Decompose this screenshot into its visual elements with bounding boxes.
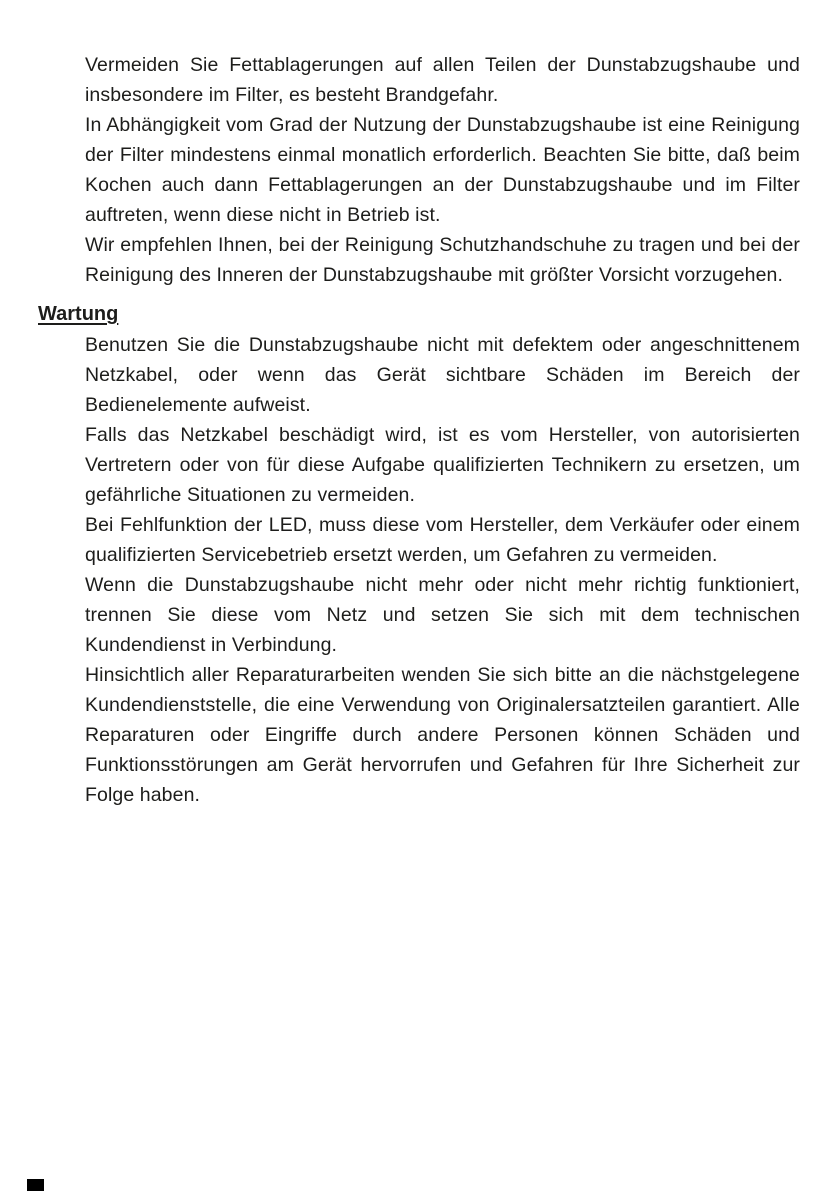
paragraph-led-malfunction: Bei Fehlfunktion der LED, muss diese vom Hersteller, dem Verkäufer oder einem qualifizierten Servicebetrieb ersetzt werden, um Gefahren zu vermeiden. — [85, 514, 800, 566]
paragraph-grease-warning: Vermeiden Sie Fettablagerungen auf allen Teilen der Dunstabzugshaube und insbesondere im Filter, es besteht Brandgefahr. — [85, 54, 800, 106]
paragraph-damaged-cable-warning: Benutzen Sie die Dunstabzugshaube nicht mit defektem oder angeschnittenem Netzkabel, oder wenn das Gerät sichtbare Schäden im Bereich der Bedienelemente aufweist. — [85, 334, 800, 416]
paragraph-disconnect-service: Wenn die Dunstabzugshaube nicht mehr oder nicht mehr richtig funktioniert, trennen Sie diese vom Netz und setzen Sie sich mit dem technischen Kundendienst in Verbindung. — [85, 574, 800, 656]
paragraph-cable-replacement: Falls das Netzkabel beschädigt wird, ist es vom Hersteller, von autorisierten Vertretern oder von für diese Aufgabe qualifizierten Technikern zu ersetzen, um gefährliche Situationen zu vermeiden. — [85, 424, 800, 506]
paragraph-repairs-original-parts: Hinsichtlich aller Reparaturarbeiten wenden Sie sich bitte an die nächstgelegene Kundendienststelle, die eine Verwendung von Originalersatzteilen garantiert. Alle Reparaturen oder Eingriffe durch andere Personen können Schäden und Funktionsstörungen am Gerät hervorrufen und Gefahren für Ihre Sicherheit zur Folge haben. — [85, 664, 800, 806]
print-crop-mark — [27, 1179, 44, 1191]
paragraph-filter-cleaning: In Abhängigkeit vom Grad der Nutzung der Dunstabzugshaube ist eine Reinigung der Filter mindestens einmal monatlich erforderlich. Beachten Sie bitte, daß beim Kochen auch dann Fettablagerungen an der Dunstabzugshaube und im Filter auftreten, wenn diese nicht in Betrieb ist. — [85, 114, 800, 226]
paragraph-gloves-recommendation: Wir empfehlen Ihnen, bei der Reinigung Schutzhandschuhe zu tragen und bei der Reinigung des Inneren der Dunstabzugshaube mit größter Vorsicht vorzugehen. — [85, 234, 800, 286]
section-heading-wartung: Wartung — [38, 303, 119, 325]
